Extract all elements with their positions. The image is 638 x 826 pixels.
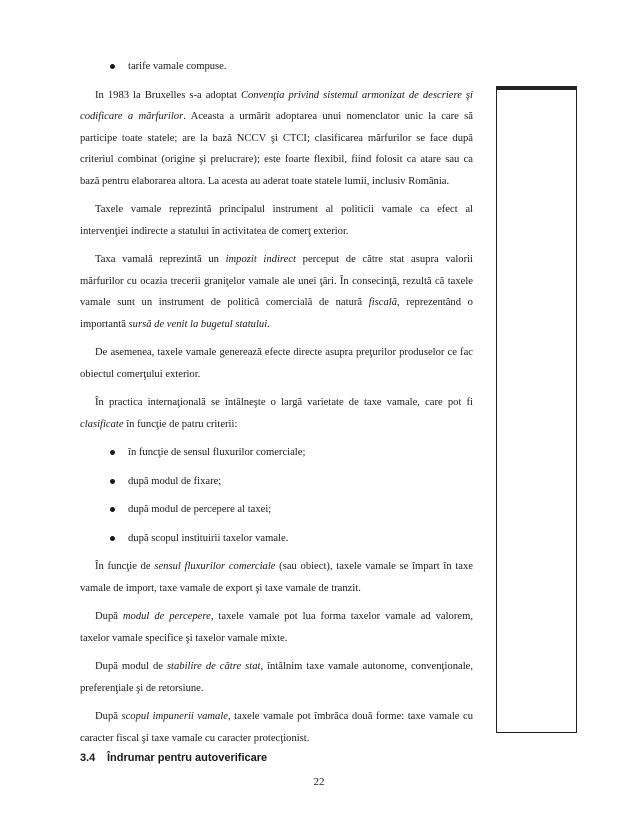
section-number: 3.4	[80, 752, 96, 764]
emphasis: fiscală	[368, 297, 398, 308]
list-item: tarife vamale compuse.	[80, 56, 473, 78]
criteria-list	[80, 442, 473, 549]
paragraph-by-collection-method: După modul de percepere, taxele vamale pot lua forma taxelor vamale ad valorem, taxelor vamale specifice şi taxelor vamale mixte.	[80, 611, 473, 644]
margin-notes-box	[496, 86, 577, 733]
bullet-list-top	[80, 56, 473, 78]
emphasis: Convenţia privind sistemul armonizat de descriere şi codificare a mărfurilor	[80, 89, 473, 122]
emphasis: sursă de venit la bugetul statului	[128, 318, 268, 330]
section-title: Îndrumar pentru autoverificare	[107, 752, 268, 764]
emphasis: impozit indirect	[225, 254, 296, 265]
list-item: în funcţie de sensul fluxurilor comerciale;	[80, 442, 473, 464]
paragraph-price-effects: De asemenea, taxele vamale generează efecte directe asupra preţurilor produselor ce fac obiectul comerţului exterior.	[80, 347, 473, 380]
paragraph-customs-tax-definition: Taxa vamală reprezintă un impozit indirect perceput de către stat asupra valorii mărfurilor cu ocazia trecerii graniţelor vamale ale unei ţări. În consecinţă, rezultă că taxele vamale sunt un instrument de politică comercială de natură fiscală, reprezentând o importantă sursă de venit la bugetul statului.	[80, 254, 473, 330]
emphasis: clasificate	[80, 418, 124, 430]
main-text-column	[80, 56, 473, 756]
list-item: după modul de fixare;	[80, 471, 473, 493]
emphasis: modul de percepere	[122, 611, 211, 622]
page-number: 22	[313, 776, 325, 788]
list-item: după modul de percepere al taxei;	[80, 499, 473, 521]
list-item: după scopul instituirii taxelor vamale.	[80, 528, 473, 550]
paragraph-by-flow-direction: În funcţie de sensul fluxurilor comerciale (sau obiect), taxele vamale se împart în taxe vamale de import, taxe vamale de export şi taxe vamale de tranzit.	[80, 561, 473, 594]
section-heading	[80, 752, 267, 764]
paragraph-by-state-setting: După modul de stabilire de către stat, întâlnim taxe vamale autonome, convenţionale, preferenţiale şi de retorsiune.	[80, 661, 474, 694]
paragraph-classification-intro: În practica internaţională se întâlneşte o largă varietate de taxe vamale, care pot fi clasificate în funcţie de patru criterii:	[80, 397, 473, 430]
emphasis: stabilire de către stat	[166, 661, 261, 672]
paragraph-by-purpose: După scopul impunerii vamale, taxele vamale pot îmbrăca două forme: taxe vamale cu caracter fiscal şi taxe vamale cu caracter protecţionist.	[80, 711, 473, 744]
paragraph-customs-duties: Taxele vamale reprezintă principalul instrument al politicii vamale ca efect al intervenţiei indirecte a statului în activitatea de comerţ exterior.	[80, 204, 473, 237]
margin-box-top-rule	[497, 87, 576, 90]
paragraph-harmonized-system: In 1983 la Bruxelles s-a adoptat Convenţia privind sistemul armonizat de descriere şi codificare a mărfurilor. Aceasta a urmărit adoptarea unui nomenclator unic la care să participe toate statele; are la bază NCCV şi CTCI; clasificarea mărfurilor se face după criteriul combinat (origine şi prelucrare); este foarte flexibil, fiind folosit ca atare sau ca bază pentru elaborarea altora. La acesta au aderat toate statele lumii, inclusiv România.	[80, 89, 473, 187]
emphasis: sensul fluxurilor comerciale	[154, 561, 276, 572]
emphasis: scopul impunerii vamale	[121, 711, 228, 722]
